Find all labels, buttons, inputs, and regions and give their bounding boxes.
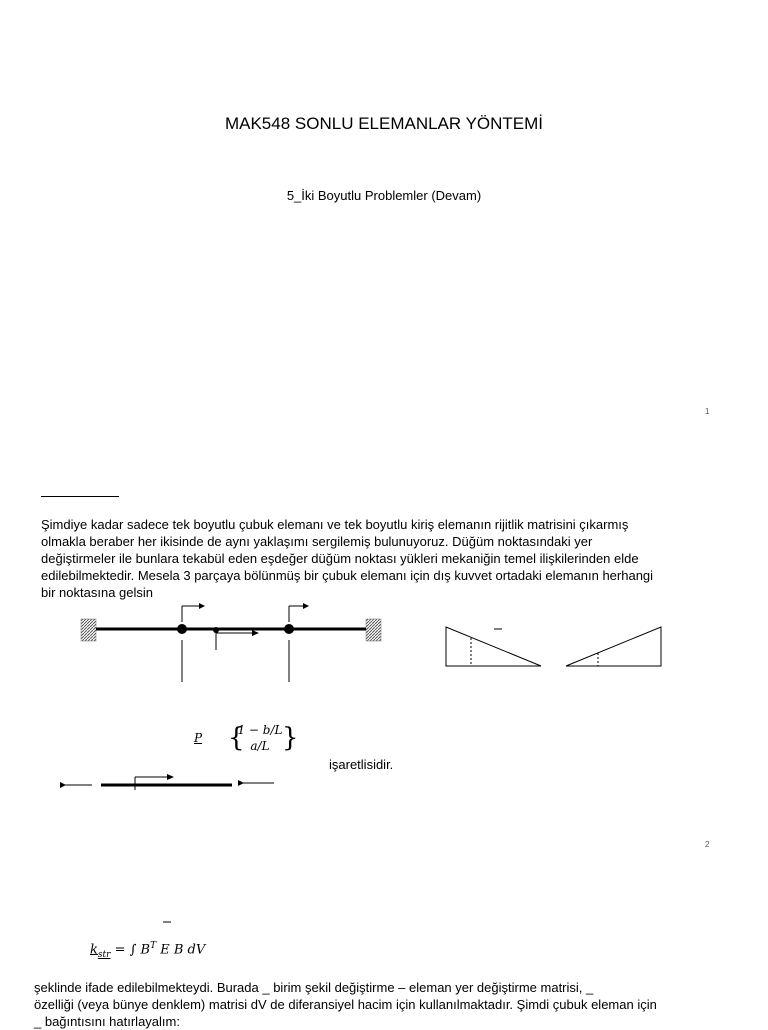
stiffness-formula (90, 941, 205, 960)
load-vector-symbol (194, 731, 202, 745)
paragraph-explanation (34, 979, 764, 1030)
displacement-arrow-left (182, 603, 205, 622)
node-right (284, 624, 294, 634)
load-vector (228, 723, 299, 755)
page-subtitle: 5_İki Boyutlu Problemler (Devam) (286, 188, 482, 203)
brace-right: } (282, 723, 299, 753)
node-left (177, 624, 187, 634)
paragraph-line: edilebilmektedir. Mesela 3 parçaya bölünmüş bir çubuk elemanı için dış kuvvet ortadaki elemanın herhangi (41, 568, 654, 583)
formula-lhs: k (90, 942, 98, 958)
brace-left: { (228, 723, 245, 753)
page-title: MAK548 SONLU ELEMANLAR YÖNTEMİ (224, 114, 544, 133)
paragraph-line: değiştirmeler ile bunlara tekabül eden eşdeğer düğüm noktası yükleri mekaniğin temel ilişkilerinden elde (41, 551, 639, 566)
page-number-2: 2 (705, 840, 710, 849)
displacement-arrow-right (289, 603, 309, 622)
shape-function-n2 (566, 627, 661, 666)
load-vector-row2: a/L (250, 739, 270, 753)
right-wall-support (366, 619, 381, 641)
free-body-diagram (60, 774, 274, 790)
formula-lhs-sub: str (97, 949, 111, 960)
shape-function-n1 (446, 627, 541, 666)
page-number-1: 1 (705, 407, 710, 416)
paragraph-line: Şimdiye kadar sadece tek boyutlu çubuk elemanı ve tek boyutlu kiriş elemanın rijitlik matrisini çıkarmış (41, 517, 629, 532)
paragraph-line: şeklinde ifade edilebilmekteydi. Burada _ birim şekil değiştirme – eleman yer değiştirme matrisi, _ (34, 980, 594, 995)
left-wall-support (81, 619, 96, 641)
formula-rhs: = ∫ B (114, 942, 151, 958)
paragraph-line: _ bağıntısını hatırlayalım: (34, 1014, 180, 1029)
load-point (213, 627, 219, 633)
paragraph-line: özelliği (veya bünye denklem) matrisi dV de diferansiyel hacim için kullanılmaktadır. Şimdi çubuk eleman için (34, 997, 657, 1012)
sign-text: işaretlisidir. (329, 757, 394, 772)
load-vector-row1: 1 − b/L (237, 723, 283, 737)
paragraph-line: olmakla beraber her ikisinde de aynı yaklaşımı sergilemiş bulunuyoruz. Düğüm noktasındaki yer (41, 534, 593, 549)
formula-transpose: T (150, 941, 157, 951)
paragraph-line: bir noktasına gelsin (41, 585, 154, 600)
force-arrow (216, 630, 259, 650)
load-symbol: P (194, 731, 203, 745)
formula-rest: E B dV (160, 942, 206, 958)
